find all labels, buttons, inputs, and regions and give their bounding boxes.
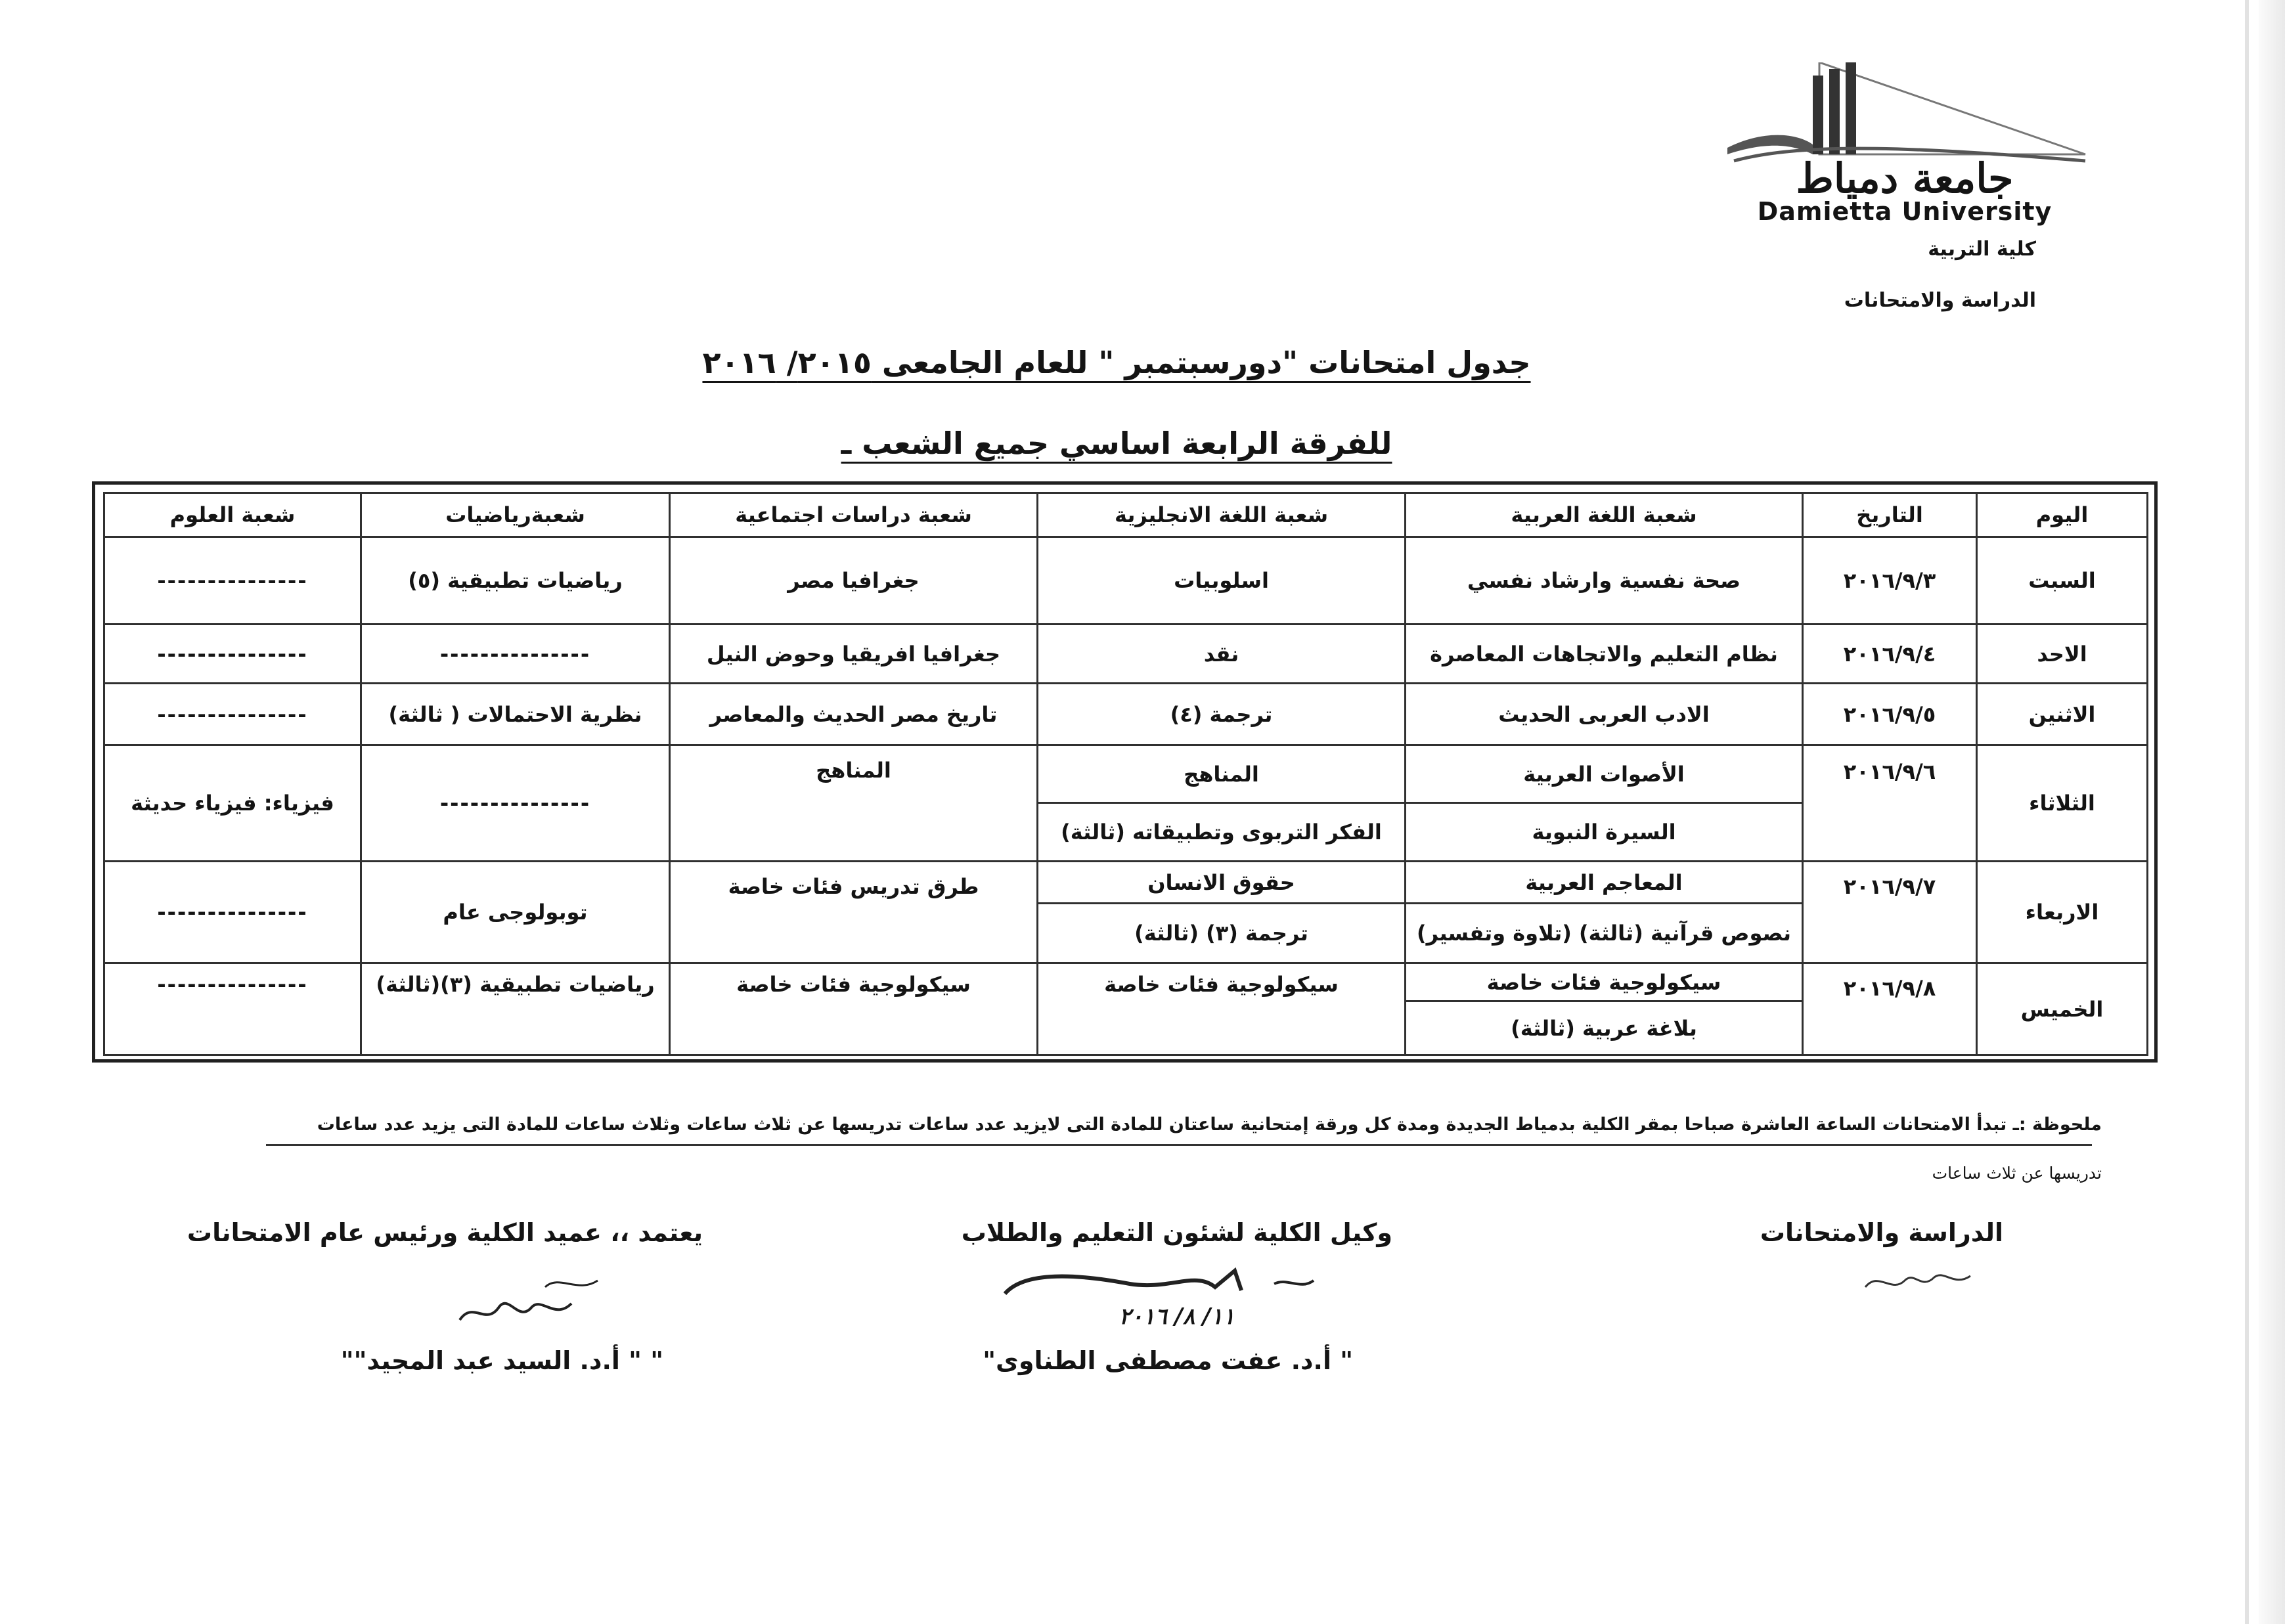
science-cell: --------------- [104, 684, 361, 745]
note-text: ملحوظة :ـ تبدأ الامتحانات الساعة العاشرة صباحا بمقر الكلية بدمياط الجديدة ومدة كل ورقة إمتحانية ساعتان للمادة التى لايزيد عدد ساعات تدريسها عن ثلاث ساعات وثلاث ساعات للمادة التى يزيد عدد ساعات [317, 1114, 2102, 1135]
arabic-subject-2: نصوص قرآنية (ثالثة) (تلاوة وتفسير) [1416, 921, 1792, 946]
date-cell: ٢٠١٦/٩/٨ [1803, 963, 1977, 1055]
dean-handwritten-signature [447, 1267, 631, 1340]
date-cell: ٢٠١٦/٩/٥ [1803, 684, 1977, 745]
header-date: التاريخ [1803, 493, 1977, 537]
english-cell [1038, 862, 1406, 963]
table-row [104, 963, 2148, 1055]
day-cell: الاثنين [1977, 684, 2148, 745]
science-cell: --------------- [104, 963, 361, 1055]
science-cell: --------------- [104, 862, 361, 963]
table-row [104, 625, 2148, 684]
day-cell: الاحد [1977, 625, 2148, 684]
day-cell: السبت [1977, 537, 2148, 625]
header-day: اليوم [1977, 493, 2148, 537]
arabic-subject-2: بلاغة عربية (ثالثة) [1511, 1015, 1697, 1041]
header-arabic: شعبة اللغة العربية [1406, 493, 1803, 537]
exams-handwritten-signature [1859, 1258, 1977, 1304]
english-subject-2: ترجمة (٣) (ثالثة) [1134, 921, 1308, 946]
english-subject-1: حقوق الانسان [1038, 862, 1404, 904]
document-subtitle: للفرقة الرابعة اساسي جميع الشعب ـ [841, 426, 1392, 461]
day-cell: الثلاثاء [1977, 745, 2148, 862]
table-header-row [104, 493, 2148, 537]
arabic-subject-1: المعاجم العربية [1406, 862, 1802, 904]
english-cell: ترجمة (٤) [1038, 684, 1406, 745]
header-social: شعبة دراسات اجتماعية [670, 493, 1038, 537]
math-cell: رياضيات تطبيقية (٣)(ثالثة) [361, 963, 670, 1055]
math-cell: رياضيات تطبيقية (٥) [361, 537, 670, 625]
social-cell: تاريخ مصر الحديث والمعاصر [670, 684, 1038, 745]
math-cell: --------------- [361, 625, 670, 684]
signature-name-vice-dean: " أ.د. عفت مصطفى الطناوى" [983, 1346, 1353, 1375]
department-name: الدراسة والامتحانات [1844, 289, 2036, 312]
science-cell: --------------- [104, 537, 361, 625]
day-cell: الخميس [1977, 963, 2148, 1055]
table-row [104, 684, 2148, 745]
english-subject-1: المناهج [1038, 746, 1404, 804]
date-cell: ٢٠١٦/٩/٦ [1803, 745, 1977, 862]
university-name-english: Damietta University [1757, 197, 2052, 226]
vice-dean-signature-date: ١١/ ٨/ ٢٠١٦ [1119, 1304, 1235, 1330]
social-cell: جغرافيا مصر [670, 537, 1038, 625]
exam-schedule-table [103, 492, 2148, 1056]
header-science: شعبة العلوم [104, 493, 361, 537]
signature-title-exams: الدراسة والامتحانات [1760, 1218, 2003, 1247]
table-row [104, 862, 2148, 963]
social-cell: جغرافيا افريقيا وحوض النيل [670, 625, 1038, 684]
science-cell: --------------- [104, 625, 361, 684]
note-continuation: تدريسها عن ثلاث ساعات [1932, 1164, 2102, 1183]
university-name-arabic: جامعة دمياط [1796, 154, 2014, 202]
english-cell: اسلوبيات [1038, 537, 1406, 625]
document-title: جدول امتحانات "دورسبتمبر " للعام الجامعى ٢٠١٥/ ٢٠١٦ [702, 345, 1531, 380]
social-cell: طرق تدريس فئات خاصة [670, 862, 1038, 963]
social-cell: سيكولوجية فئات خاصة [670, 963, 1038, 1055]
math-cell: نظرية الاحتمالات ( ثالثة) [361, 684, 670, 745]
faculty-name: كلية التربية [1928, 238, 2036, 261]
date-cell: ٢٠١٦/٩/٤ [1803, 625, 1977, 684]
note-underline [266, 1144, 2092, 1146]
date-cell: ٢٠١٦/٩/٣ [1803, 537, 1977, 625]
arabic-cell: نظام التعليم والاتجاهات المعاصرة [1406, 625, 1803, 684]
math-cell: --------------- [361, 745, 670, 862]
arabic-cell: الادب العربى الحديث [1406, 684, 1803, 745]
arabic-cell: صحة نفسية وارشاد نفسي [1406, 537, 1803, 625]
header-english: شعبة اللغة الانجليزية [1038, 493, 1406, 537]
english-subject-2: الفكر التربوى وتطبيقاته (ثالثة) [1061, 820, 1382, 845]
arabic-subject-1: الأصوات العربية [1406, 746, 1802, 804]
english-cell [1038, 745, 1406, 862]
math-cell: توبولوجى عام [361, 862, 670, 963]
table-row [104, 745, 2148, 862]
english-cell: سيكولوجية فئات خاصة [1038, 963, 1406, 1055]
arabic-cell [1406, 745, 1803, 862]
day-cell: الاربعاء [1977, 862, 2148, 963]
arabic-cell [1406, 963, 1803, 1055]
english-cell: نقد [1038, 625, 1406, 684]
arabic-cell [1406, 862, 1803, 963]
science-cell: فيزياء: فيزياء حديثة [104, 745, 361, 862]
signature-title-dean: يعتمد ،، عميد الكلية ورئيس عام الامتحانات [187, 1218, 703, 1247]
date-cell: ٢٠١٦/٩/٧ [1803, 862, 1977, 963]
scan-edge-line [2245, 0, 2249, 1624]
header-math: شعبةرياضيات [361, 493, 670, 537]
signature-name-dean: " " أ.د. السيد عبد المجيد"" [340, 1346, 663, 1375]
arabic-subject-1: سيكولوجية فئات خاصة [1406, 964, 1802, 1002]
table-row [104, 537, 2148, 625]
arabic-subject-2: السيرة النبوية [1532, 820, 1676, 845]
scan-edge [2259, 0, 2285, 1624]
signature-title-vice-dean: وكيل الكلية لشئون التعليم والطلاب [961, 1218, 1392, 1247]
social-cell: المناهج [670, 745, 1038, 862]
